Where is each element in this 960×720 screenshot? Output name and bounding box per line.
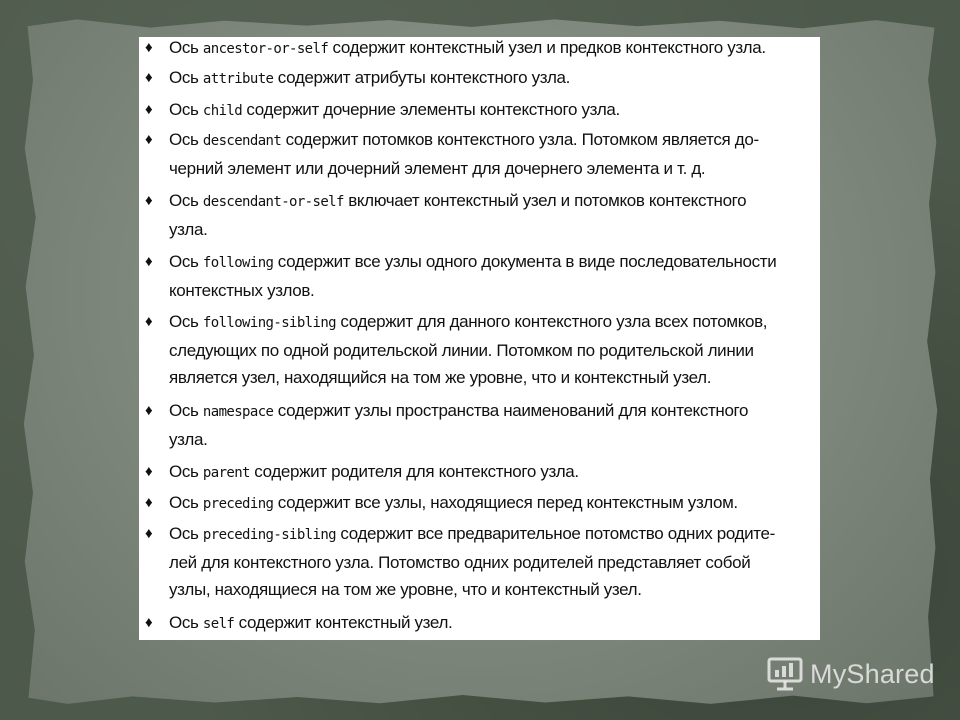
diamond-bullet-icon: ♦ <box>145 101 153 118</box>
diamond-bullet-icon: ♦ <box>145 192 153 209</box>
axis-description <box>169 64 806 93</box>
text-line <box>169 64 806 93</box>
axis-description <box>169 609 806 638</box>
axis-term: parent <box>202 465 250 481</box>
axis-description <box>169 248 806 304</box>
diamond-bullet-icon: ♦ <box>145 313 153 330</box>
axis-prefix: Ось <box>169 100 203 119</box>
axis-description <box>169 126 806 182</box>
diamond-bullet-icon: ♦ <box>145 402 153 419</box>
text-line <box>169 337 806 364</box>
axis-line-text: содержит для данного контекстного узла всех потомков, <box>336 312 768 331</box>
axis-term: descendant-or-self <box>202 194 344 210</box>
axis-line-text: содержит атрибуты контекстного узла. <box>273 68 571 87</box>
diamond-bullet-icon: ♦ <box>145 253 153 270</box>
axis-line-text: узла. <box>169 220 208 239</box>
text-line <box>169 248 806 277</box>
axis-item-ancestor-or-self <box>145 34 806 63</box>
axis-line-text: содержит все узлы, находящиеся перед контекстным узлом. <box>273 493 738 512</box>
axis-description <box>169 308 806 391</box>
axis-description <box>169 458 806 487</box>
text-line <box>169 277 806 304</box>
axis-prefix: Ось <box>169 401 203 420</box>
axis-description <box>169 96 806 125</box>
text-line <box>169 216 806 243</box>
axis-item-namespace <box>145 397 806 453</box>
text-line <box>169 489 806 518</box>
axis-line-text: узлы, находящиеся на том же уровне, что и контекстный узел. <box>169 580 642 599</box>
axis-item-self <box>145 609 806 638</box>
diamond-bullet-icon: ♦ <box>145 131 153 148</box>
axis-term: ancestor-or-self <box>202 41 329 57</box>
text-line <box>169 458 806 487</box>
text-line <box>169 397 806 426</box>
axis-prefix: Ось <box>169 524 203 543</box>
axis-item-preceding <box>145 489 806 518</box>
axis-line-text: узла. <box>169 430 208 449</box>
axis-term: namespace <box>202 404 274 420</box>
diamond-bullet-icon: ♦ <box>145 614 153 631</box>
document-page <box>139 37 820 640</box>
axis-item-child <box>145 96 806 125</box>
axis-term: preceding-sibling <box>202 527 336 543</box>
axis-line-text: содержит все предварительное потомство одних родите- <box>336 524 775 543</box>
diamond-bullet-icon: ♦ <box>145 463 153 480</box>
presentation-board-icon <box>766 656 804 692</box>
axis-prefix: Ось <box>169 252 203 271</box>
axis-term: self <box>202 616 235 632</box>
axis-term: attribute <box>202 71 274 87</box>
axis-prefix: Ось <box>169 613 203 632</box>
axis-line-text: включает контекстный узел и потомков контекстного <box>343 191 747 210</box>
axis-description <box>169 187 806 243</box>
axis-line-text: содержит дочерние элементы контекстного узла. <box>242 100 620 119</box>
text-line <box>169 187 806 216</box>
axis-term: following-sibling <box>202 315 336 331</box>
diamond-bullet-icon: ♦ <box>145 39 153 56</box>
diamond-bullet-icon: ♦ <box>145 69 153 86</box>
text-line <box>169 609 806 638</box>
text-line <box>169 308 806 337</box>
axis-prefix: Ось <box>169 462 203 481</box>
axis-line-text: содержит контекстный узел и предков контекстного узла. <box>328 38 766 57</box>
axis-line-text: является узел, находящийся на том же уровне, что и контекстный узел. <box>169 368 712 387</box>
text-line <box>169 126 806 155</box>
axis-line-text: содержит узлы пространства наименований для контекстного <box>273 401 749 420</box>
axis-prefix: Ось <box>169 130 203 149</box>
axis-description <box>169 34 806 63</box>
mysharred-watermark <box>766 656 935 692</box>
axis-line-text: содержит контекстный узел. <box>234 613 453 632</box>
axis-description <box>169 489 806 518</box>
axis-prefix: Ось <box>169 38 203 57</box>
axis-term: descendant <box>202 133 282 149</box>
axis-prefix: Ось <box>169 312 203 331</box>
axis-item-descendant <box>145 126 806 182</box>
text-line <box>169 155 806 182</box>
text-line <box>169 549 806 576</box>
axis-item-following-sibling <box>145 308 806 391</box>
axis-line-text: содержит родителя для контекстного узла. <box>249 462 579 481</box>
diamond-bullet-icon: ♦ <box>145 525 153 542</box>
axis-line-text: содержит все узлы одного документа в виде последовательности <box>273 252 777 271</box>
diamond-bullet-icon: ♦ <box>145 494 153 511</box>
axis-line-text: лей для контекстного узла. Потомство одних родителей представляет собой <box>169 553 751 572</box>
axis-line-text: контекстных узлов. <box>169 281 315 300</box>
axis-line-text: следующих по одной родительской линии. Потомком по родительской линии <box>169 341 754 360</box>
axis-line-text: содержит потомков контекстного узла. Потомком является до- <box>281 130 759 149</box>
axis-item-following <box>145 248 806 304</box>
text-line <box>169 34 806 63</box>
text-line <box>169 426 806 453</box>
axis-prefix: Ось <box>169 68 203 87</box>
text-line <box>169 576 806 603</box>
axis-line-text: черний элемент или дочерний элемент для дочернего элемента и т. д. <box>169 159 706 178</box>
axis-prefix: Ось <box>169 191 203 210</box>
watermark-text: MyShared <box>810 658 935 689</box>
axis-item-descendant-or-self <box>145 187 806 243</box>
axis-item-parent <box>145 458 806 487</box>
text-line <box>169 96 806 125</box>
text-line <box>169 364 806 391</box>
axis-term: preceding <box>202 496 274 512</box>
axis-description <box>169 520 806 603</box>
axis-term: following <box>202 255 274 271</box>
axis-description <box>169 397 806 453</box>
axis-prefix: Ось <box>169 493 203 512</box>
axis-item-preceding-sibling <box>145 520 806 603</box>
axis-term: child <box>202 103 243 119</box>
text-line <box>169 520 806 549</box>
axis-item-attribute <box>145 64 806 93</box>
